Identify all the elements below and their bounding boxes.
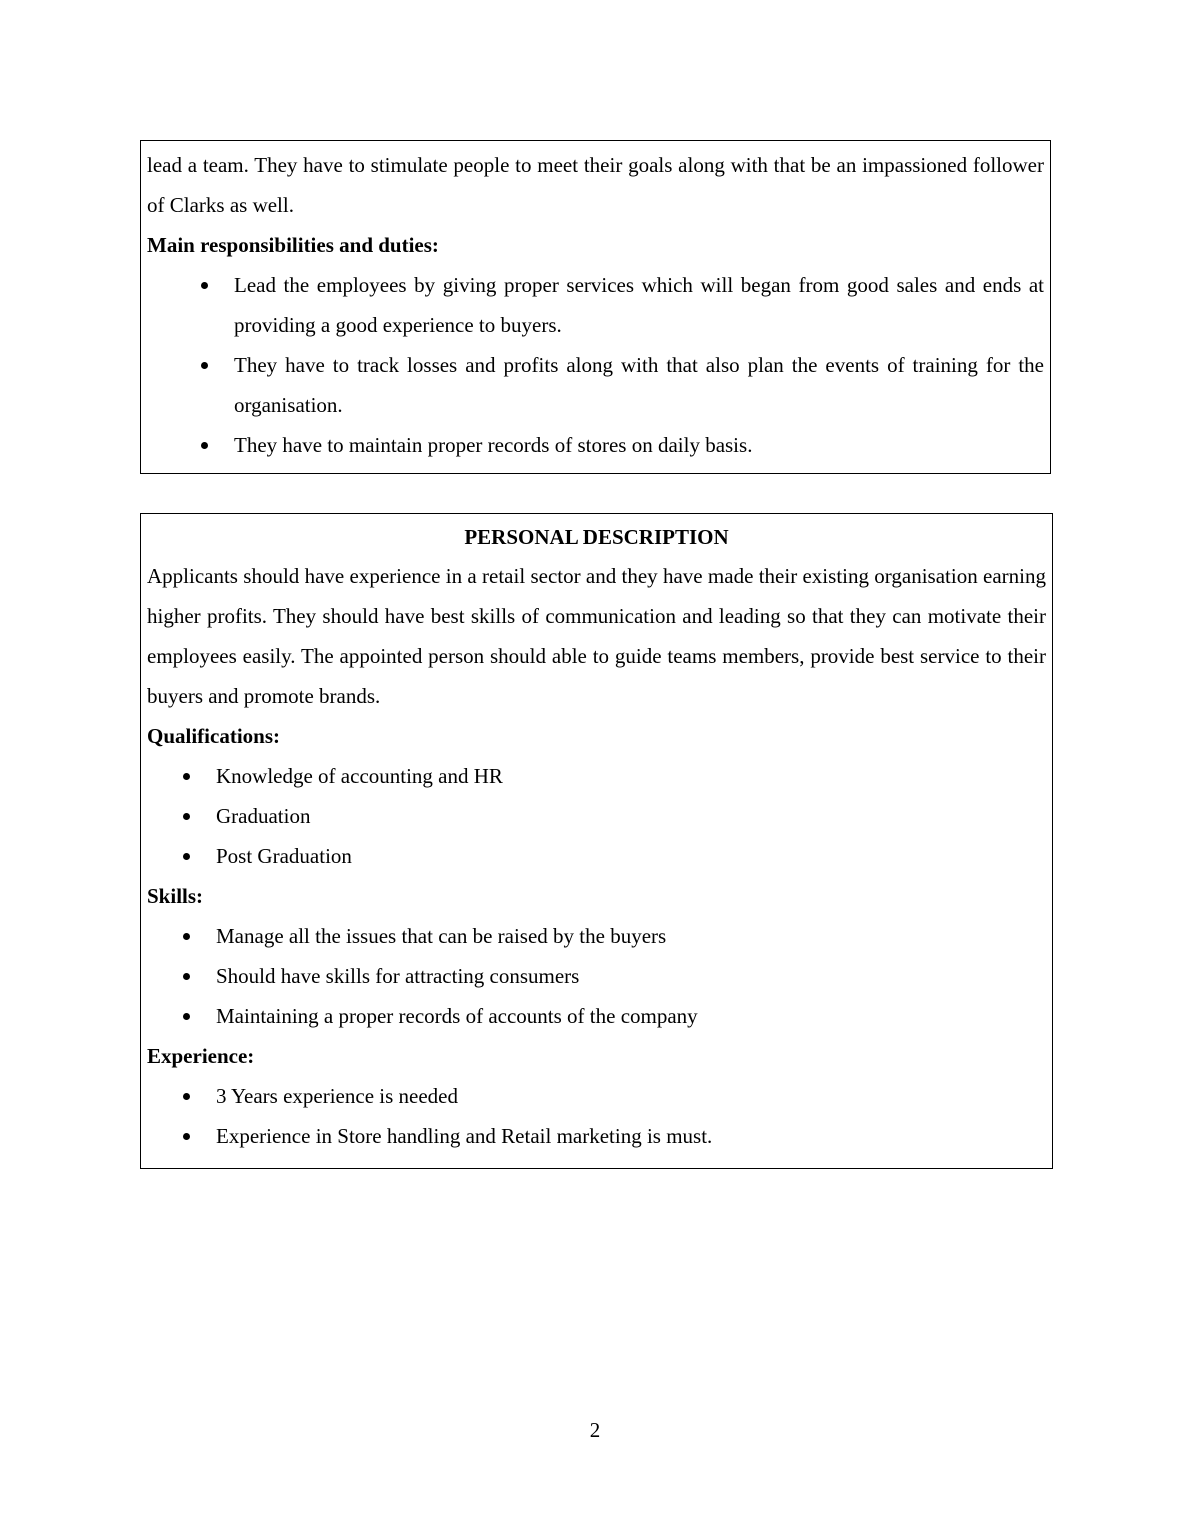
list-item: They have to maintain proper records of stores on daily basis.	[147, 425, 1044, 465]
list-item: Knowledge of accounting and HR	[147, 756, 1046, 796]
list-item: Should have skills for attracting consumers	[147, 956, 1046, 996]
list-item: 3 Years experience is needed	[147, 1076, 1046, 1116]
list-item: They have to track losses and profits along with that also plan the events of training for the organisation.	[147, 345, 1044, 425]
list-item: Graduation	[147, 796, 1046, 836]
list-item: Experience in Store handling and Retail marketing is must.	[147, 1116, 1046, 1156]
intro-text: Applicants should have experience in a retail sector and they have made their existing organisation earning higher profits. They should have best skills of communication and leading so that they can motivate their employees easily. The appointed person should able to guide teams members, provide best service to their buyers and promote brands.	[147, 564, 1046, 708]
list-item: Maintaining a proper records of accounts of the company	[147, 996, 1046, 1036]
qualifications-list	[147, 756, 1046, 876]
intro-text: lead a team. They have to stimulate people to meet their goals along with that be an impassioned follower of Clarks as well.	[147, 153, 1044, 217]
duties-list	[147, 265, 1044, 465]
skills-heading: Skills:	[147, 884, 204, 908]
list-item: Lead the employees by giving proper services which will began from good sales and ends at providing a good experience to buyers.	[147, 265, 1044, 345]
responsibilities-box	[140, 140, 1051, 474]
list-item: Manage all the issues that can be raised by the buyers	[147, 916, 1046, 956]
personal-description-box	[140, 513, 1053, 1169]
list-item: Post Graduation	[147, 836, 1046, 876]
skills-list	[147, 916, 1046, 1036]
section-title: PERSONAL DESCRIPTION	[464, 525, 729, 549]
experience-list	[147, 1076, 1046, 1156]
section-heading: Main responsibilities and duties:	[147, 233, 439, 257]
qualifications-heading: Qualifications:	[147, 724, 281, 748]
experience-heading: Experience:	[147, 1044, 255, 1068]
page-number: 2	[589, 1418, 601, 1442]
